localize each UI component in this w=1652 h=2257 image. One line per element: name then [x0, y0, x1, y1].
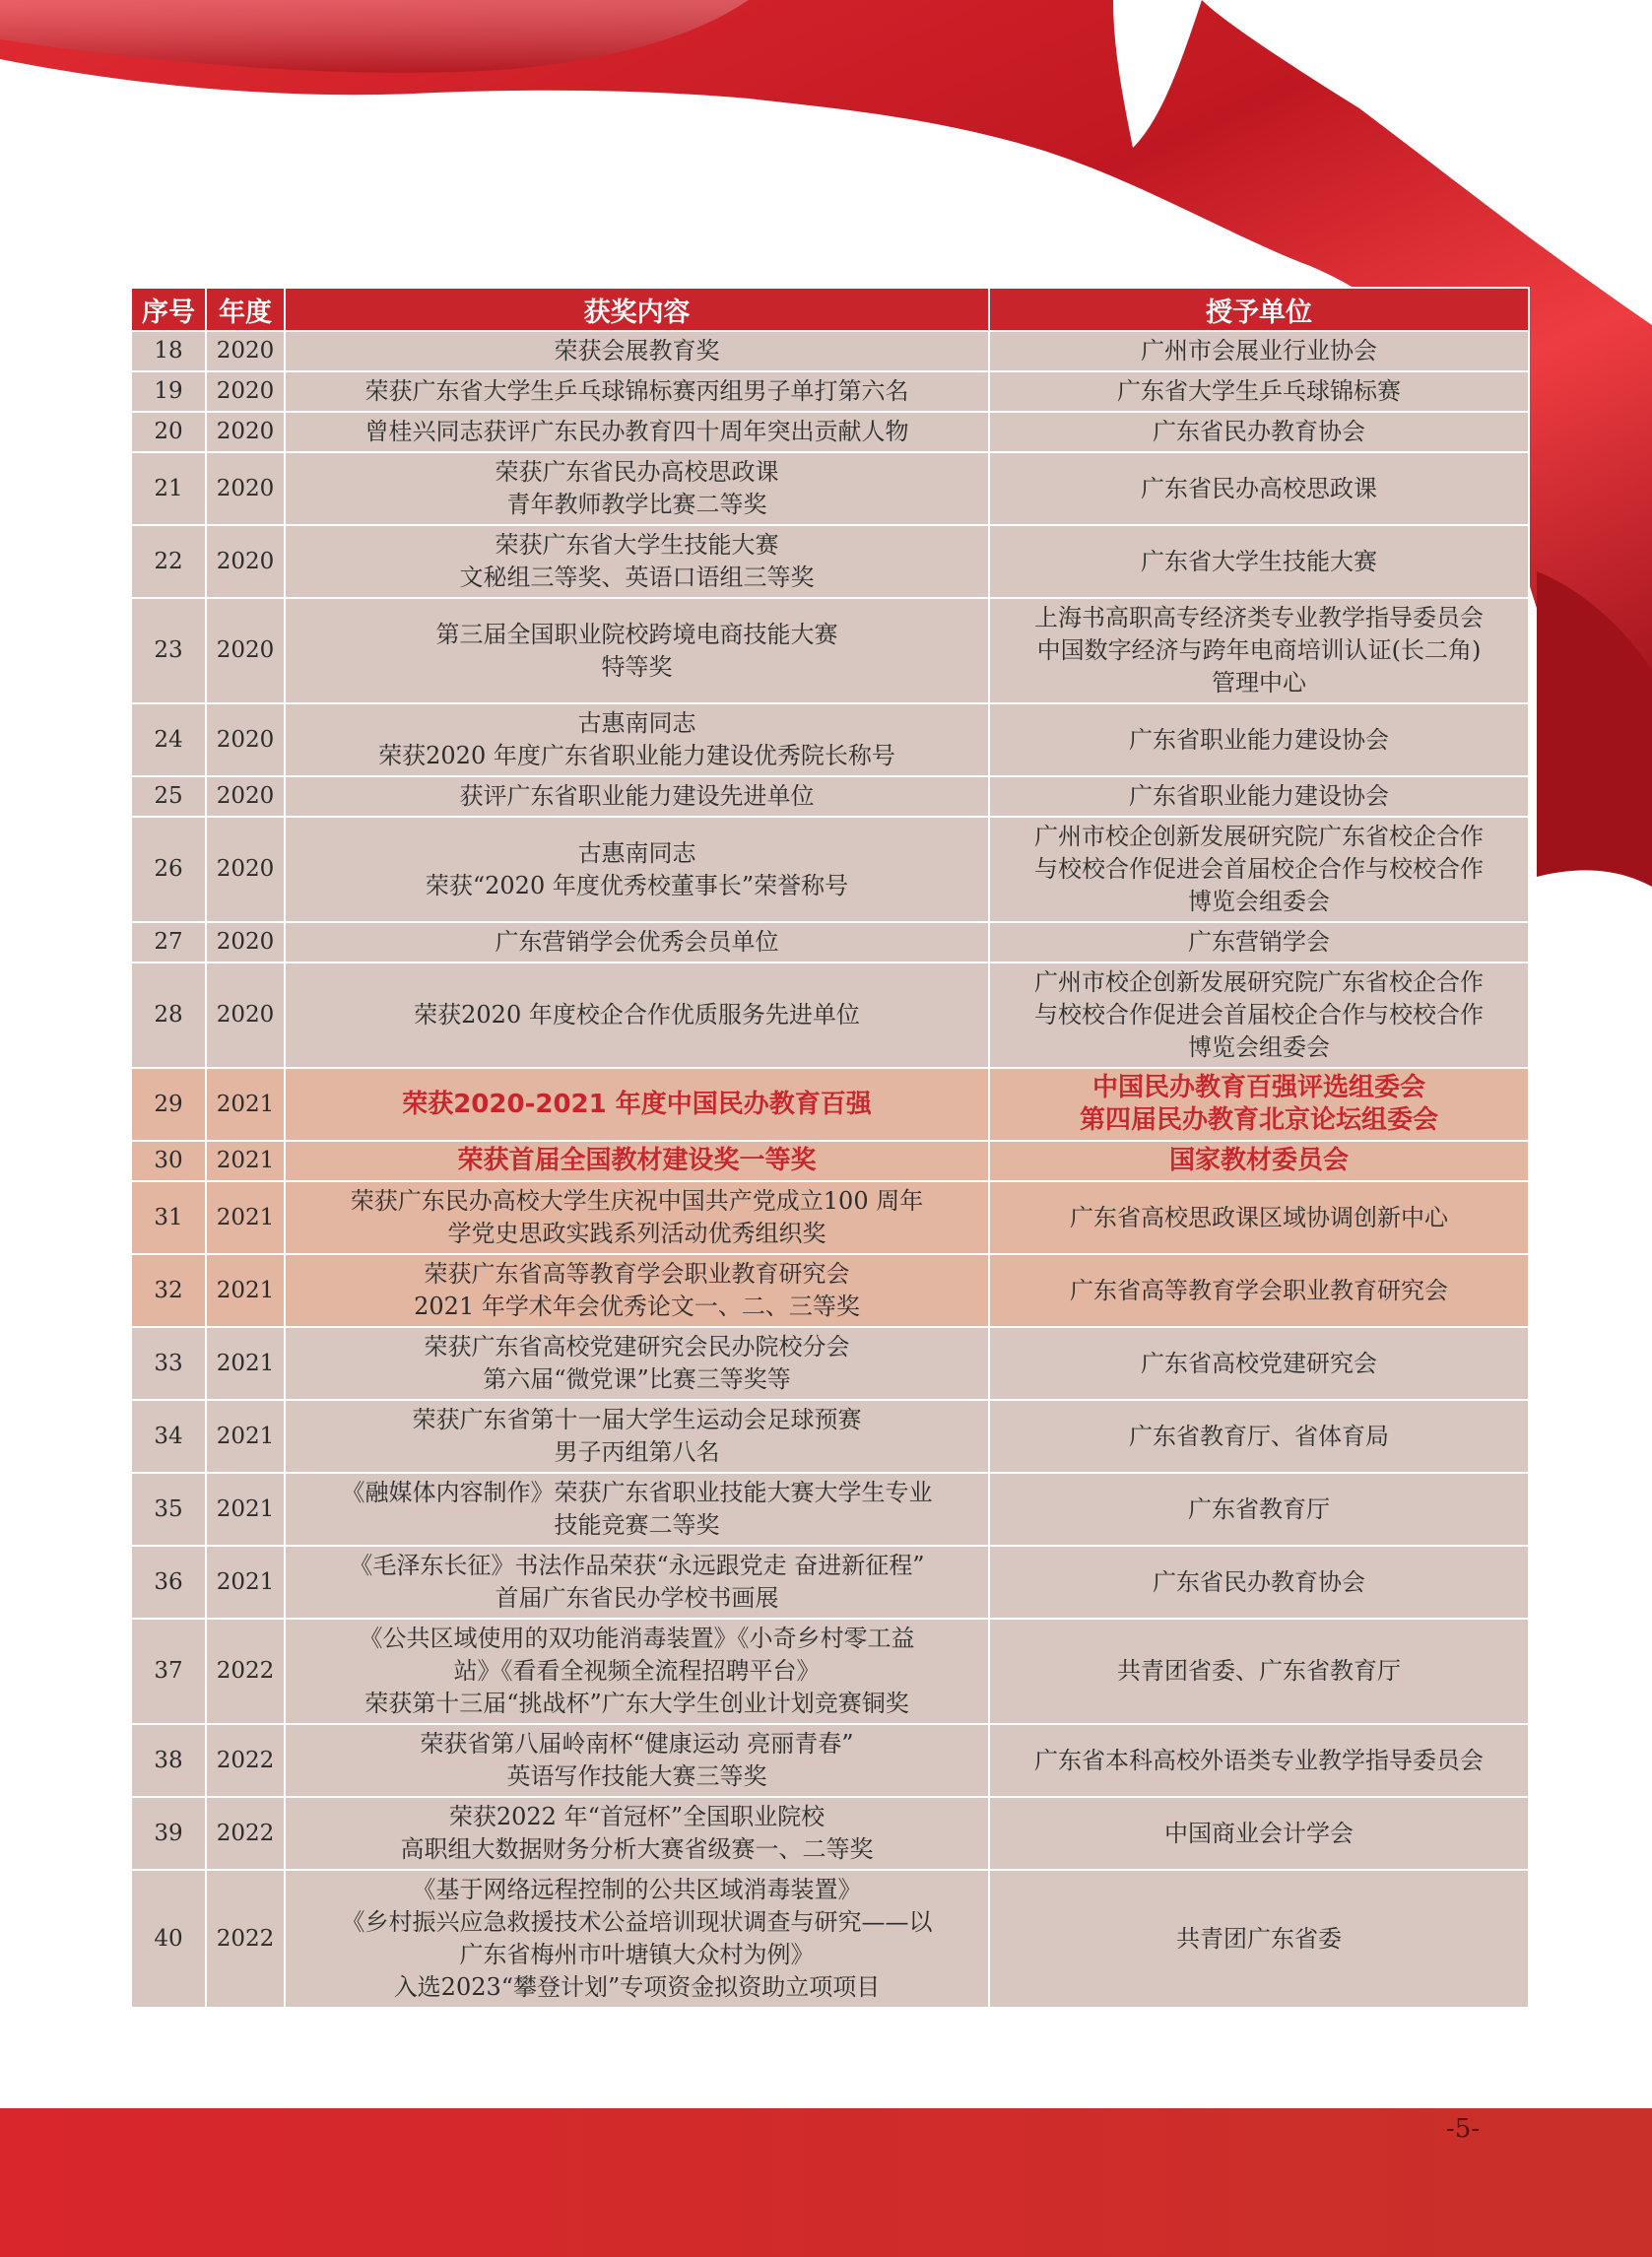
- award-content-cell: 荣获广东省大学生技能大赛 文秘组三等奖、英语口语组三等奖: [285, 525, 989, 598]
- year-cell: 2021: [206, 1327, 285, 1400]
- page-number: -5-: [1446, 2114, 1481, 2144]
- granting-unit-cell: 广东省教育厅、省体育局: [989, 1400, 1529, 1473]
- award-content-cell: 曾桂兴同志获评广东民办教育四十周年突出贡献人物: [285, 412, 989, 452]
- header-year: 年度: [206, 288, 285, 331]
- table-row: [131, 598, 1529, 703]
- award-content-cell: 荣获2020 年度校企合作优质服务先进单位: [285, 963, 989, 1068]
- table-body: [131, 331, 1529, 2008]
- year-cell: 2020: [206, 703, 285, 776]
- year-cell: 2020: [206, 331, 285, 371]
- serial-number-cell: 36: [131, 1546, 206, 1619]
- table-row: [131, 331, 1529, 371]
- awards-table: [130, 287, 1530, 2009]
- table-row: [131, 963, 1529, 1068]
- serial-number-cell: 31: [131, 1181, 206, 1254]
- award-content-cell: 荣获会展教育奖: [285, 331, 989, 371]
- year-cell: 2021: [206, 1141, 285, 1181]
- year-cell: 2020: [206, 776, 285, 817]
- granting-unit-cell: 广东省职业能力建设协会: [989, 776, 1529, 817]
- year-cell: 2020: [206, 371, 285, 412]
- year-cell: 2022: [206, 1870, 285, 2008]
- table-row: [131, 1546, 1529, 1619]
- year-cell: 2021: [206, 1254, 285, 1327]
- year-cell: 2021: [206, 1068, 285, 1141]
- serial-number-cell: 40: [131, 1870, 206, 2008]
- serial-number-cell: 38: [131, 1724, 206, 1797]
- year-cell: 2020: [206, 817, 285, 922]
- table-row: [131, 1400, 1529, 1473]
- year-cell: 2020: [206, 598, 285, 703]
- serial-number-cell: 23: [131, 598, 206, 703]
- award-content-cell: 荣获广东省民办高校思政课 青年教师教学比赛二等奖: [285, 452, 989, 525]
- table-row: [131, 703, 1529, 776]
- granting-unit-cell: 广州市校企创新发展研究院广东省校企合作 与校校合作促进会首届校企合作与校校合作 博览会组委会: [989, 817, 1529, 922]
- award-content-cell: 《公共区域使用的双功能消毒装置》《小奇乡村零工益 站》《看看全视频全流程招聘平台》 荣获第十三届“挑战杯”广东大学生创业计划竞赛铜奖: [285, 1619, 989, 1724]
- table-row: [131, 922, 1529, 963]
- header-granting-unit: 授予单位: [989, 288, 1529, 331]
- header-award-content: 获奖内容: [285, 288, 989, 331]
- award-content-cell: 荣获2020-2021 年度中国民办教育百强: [285, 1068, 989, 1141]
- award-content-cell: 获评广东省职业能力建设先进单位: [285, 776, 989, 817]
- serial-number-cell: 28: [131, 963, 206, 1068]
- year-cell: 2021: [206, 1473, 285, 1546]
- granting-unit-cell: 广东省大学生乒乓球锦标赛: [989, 371, 1529, 412]
- granting-unit-cell: 广东省职业能力建设协会: [989, 703, 1529, 776]
- year-cell: 2022: [206, 1724, 285, 1797]
- granting-unit-cell: 广州市校企创新发展研究院广东省校企合作 与校校合作促进会首届校企合作与校校合作 博览会组委会: [989, 963, 1529, 1068]
- granting-unit-cell: 广东省高校思政课区域协调创新中心: [989, 1181, 1529, 1254]
- table-row: [131, 1797, 1529, 1870]
- serial-number-cell: 22: [131, 525, 206, 598]
- granting-unit-cell: 上海书高职高专经济类专业教学指导委员会 中国数字经济与跨年电商培训认证(长二角) 管理中心: [989, 598, 1529, 703]
- award-content-cell: 古惠南同志 荣获2020 年度广东省职业能力建设优秀院长称号: [285, 703, 989, 776]
- year-cell: 2020: [206, 922, 285, 963]
- serial-number-cell: 19: [131, 371, 206, 412]
- granting-unit-cell: 广东省大学生技能大赛: [989, 525, 1529, 598]
- table-row: [131, 525, 1529, 598]
- serial-number-cell: 37: [131, 1619, 206, 1724]
- granting-unit-cell: 广东省民办教育协会: [989, 412, 1529, 452]
- granting-unit-cell: 广东省本科高校外语类专业教学指导委员会: [989, 1724, 1529, 1797]
- serial-number-cell: 18: [131, 331, 206, 371]
- table-row: [131, 1619, 1529, 1724]
- table-row: [131, 1473, 1529, 1546]
- year-cell: 2020: [206, 452, 285, 525]
- year-cell: 2022: [206, 1619, 285, 1724]
- table-row: [131, 1141, 1529, 1181]
- award-content-cell: 广东营销学会优秀会员单位: [285, 922, 989, 963]
- year-cell: 2021: [206, 1546, 285, 1619]
- award-content-cell: 荣获广东民办高校大学生庆祝中国共产党成立100 周年 学党史思政实践系列活动优秀组织奖: [285, 1181, 989, 1254]
- award-content-cell: 《基于网络远程控制的公共区域消毒装置》 《乡村振兴应急救援技术公益培训现状调查与研究——以 广东省梅州市叶塘镇大众村为例》 入选2023“攀登计划”专项资金拟资助立项项目: [285, 1870, 989, 2008]
- granting-unit-cell: 广州市会展业行业协会: [989, 331, 1529, 371]
- table-row: [131, 371, 1529, 412]
- year-cell: 2020: [206, 963, 285, 1068]
- serial-number-cell: 27: [131, 922, 206, 963]
- serial-number-cell: 30: [131, 1141, 206, 1181]
- granting-unit-cell: 广东省民办教育协会: [989, 1546, 1529, 1619]
- award-content-cell: 荣获广东省高等教育学会职业教育研究会 2021 年学术年会优秀论文一、二、三等奖: [285, 1254, 989, 1327]
- serial-number-cell: 20: [131, 412, 206, 452]
- table-row: [131, 776, 1529, 817]
- footer-red-band: [0, 2108, 1652, 2257]
- granting-unit-cell: 国家教材委员会: [989, 1141, 1529, 1181]
- year-cell: 2022: [206, 1797, 285, 1870]
- granting-unit-cell: 共青团省委、广东省教育厅: [989, 1619, 1529, 1724]
- award-content-cell: 《毛泽东长征》书法作品荣获“永远跟党走 奋进新征程” 首届广东省民办学校书画展: [285, 1546, 989, 1619]
- serial-number-cell: 21: [131, 452, 206, 525]
- granting-unit-cell: 共青团广东省委: [989, 1870, 1529, 2008]
- year-cell: 2020: [206, 412, 285, 452]
- award-content-cell: 荣获广东省大学生乒乓球锦标赛丙组男子单打第六名: [285, 371, 989, 412]
- granting-unit-cell: 广东省高等教育学会职业教育研究会: [989, 1254, 1529, 1327]
- granting-unit-cell: 广东省民办高校思政课: [989, 452, 1529, 525]
- table-row: [131, 1870, 1529, 2008]
- year-cell: 2021: [206, 1181, 285, 1254]
- serial-number-cell: 32: [131, 1254, 206, 1327]
- table-row: [131, 412, 1529, 452]
- award-content-cell: 《融媒体内容制作》荣获广东省职业技能大赛大学生专业 技能竞赛二等奖: [285, 1473, 989, 1546]
- award-content-cell: 荣获首届全国教材建设奖一等奖: [285, 1141, 989, 1181]
- header-serial-number: 序号: [131, 288, 206, 331]
- granting-unit-cell: 广东营销学会: [989, 922, 1529, 963]
- table-row: [131, 1068, 1529, 1141]
- granting-unit-cell: 广东省教育厅: [989, 1473, 1529, 1546]
- year-cell: 2020: [206, 525, 285, 598]
- serial-number-cell: 34: [131, 1400, 206, 1473]
- table-row: [131, 1181, 1529, 1254]
- serial-number-cell: 26: [131, 817, 206, 922]
- table-header-row: [131, 288, 1529, 331]
- granting-unit-cell: 中国民办教育百强评选组委会 第四届民办教育北京论坛组委会: [989, 1068, 1529, 1141]
- serial-number-cell: 33: [131, 1327, 206, 1400]
- year-cell: 2021: [206, 1400, 285, 1473]
- serial-number-cell: 35: [131, 1473, 206, 1546]
- granting-unit-cell: 广东省高校党建研究会: [989, 1327, 1529, 1400]
- table-row: [131, 817, 1529, 922]
- award-content-cell: 第三届全国职业院校跨境电商技能大赛 特等奖: [285, 598, 989, 703]
- serial-number-cell: 24: [131, 703, 206, 776]
- serial-number-cell: 29: [131, 1068, 206, 1141]
- award-content-cell: 荣获2022 年“首冠杯”全国职业院校 高职组大数据财务分析大赛省级赛一、二等奖: [285, 1797, 989, 1870]
- award-content-cell: 古惠南同志 荣获“2020 年度优秀校董事长”荣誉称号: [285, 817, 989, 922]
- table-row: [131, 1724, 1529, 1797]
- serial-number-cell: 39: [131, 1797, 206, 1870]
- award-content-cell: 荣获省第八届岭南杯“健康运动 亮丽青春” 英语写作技能大赛三等奖: [285, 1724, 989, 1797]
- granting-unit-cell: 中国商业会计学会: [989, 1797, 1529, 1870]
- award-content-cell: 荣获广东省高校党建研究会民办院校分会 第六届“微党课”比赛三等奖等: [285, 1327, 989, 1400]
- table-row: [131, 452, 1529, 525]
- serial-number-cell: 25: [131, 776, 206, 817]
- award-content-cell: 荣获广东省第十一届大学生运动会足球预赛 男子丙组第八名: [285, 1400, 989, 1473]
- table-row: [131, 1254, 1529, 1327]
- table-row: [131, 1327, 1529, 1400]
